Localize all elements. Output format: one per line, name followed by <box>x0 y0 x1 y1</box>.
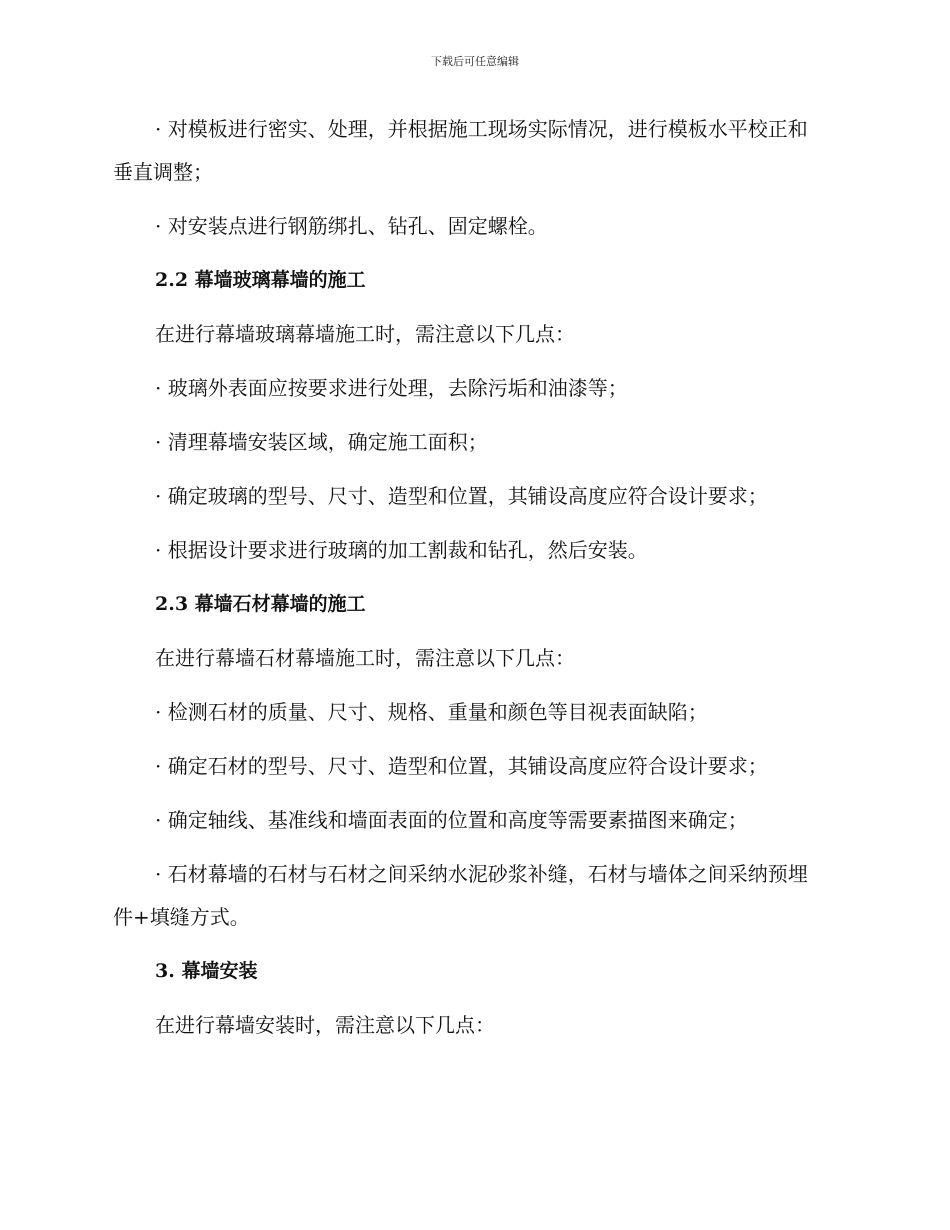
section-heading: 3. 幕墙安装 <box>155 960 258 982</box>
bullet-paragraph: · 确定石材的型号、尺寸、造型和位置，其铺设高度应符合设计要求； <box>155 754 768 778</box>
bullet-paragraph: · 检测石材的质量、尺寸、规格、重量和颜色等目视表面缺陷； <box>155 700 708 724</box>
bullet-paragraph: · 根据设计要求进行玻璃的加工割裁和钻孔，然后安装。 <box>155 538 648 562</box>
page-header: 下载后可任意编辑 <box>431 55 519 68</box>
bullet-paragraph: · 确定玻璃的型号、尺寸、造型和位置，其铺设高度应符合设计要求； <box>155 484 768 508</box>
bullet-paragraph: · 对模板进行密实、处理，并根据施工现场实际情况，进行模板水平校正和垂直调整； <box>113 117 808 184</box>
intro-paragraph: 在进行幕墙玻璃幕墙施工时，需注意以下几点： <box>155 322 575 346</box>
intro-paragraph: 在进行幕墙石材幕墙施工时，需注意以下几点： <box>155 646 575 670</box>
document-body <box>113 108 823 1058</box>
bullet-paragraph: · 对安装点进行钢筋绑扎、钻孔、固定螺栓。 <box>155 214 548 238</box>
section-heading: 2.3 幕墙石材幕墙的施工 <box>155 593 366 615</box>
section-heading: 2.2 幕墙玻璃幕墙的施工 <box>155 269 366 291</box>
intro-paragraph: 在进行幕墙安装时，需注意以下几点： <box>155 1013 495 1037</box>
bullet-paragraph: · 石材幕墙的石材与石材之间采纳水泥砂浆补缝，石材与墙体之间采纳预埋件+填缝方式。 <box>113 862 808 929</box>
bullet-paragraph: · 确定轴线、基准线和墙面表面的位置和高度等需要素描图来确定； <box>155 808 748 832</box>
bullet-paragraph: · 清理幕墙安装区域，确定施工面积； <box>155 430 488 454</box>
bullet-paragraph: · 玻璃外表面应按要求进行处理，去除污垢和油漆等； <box>155 376 628 400</box>
